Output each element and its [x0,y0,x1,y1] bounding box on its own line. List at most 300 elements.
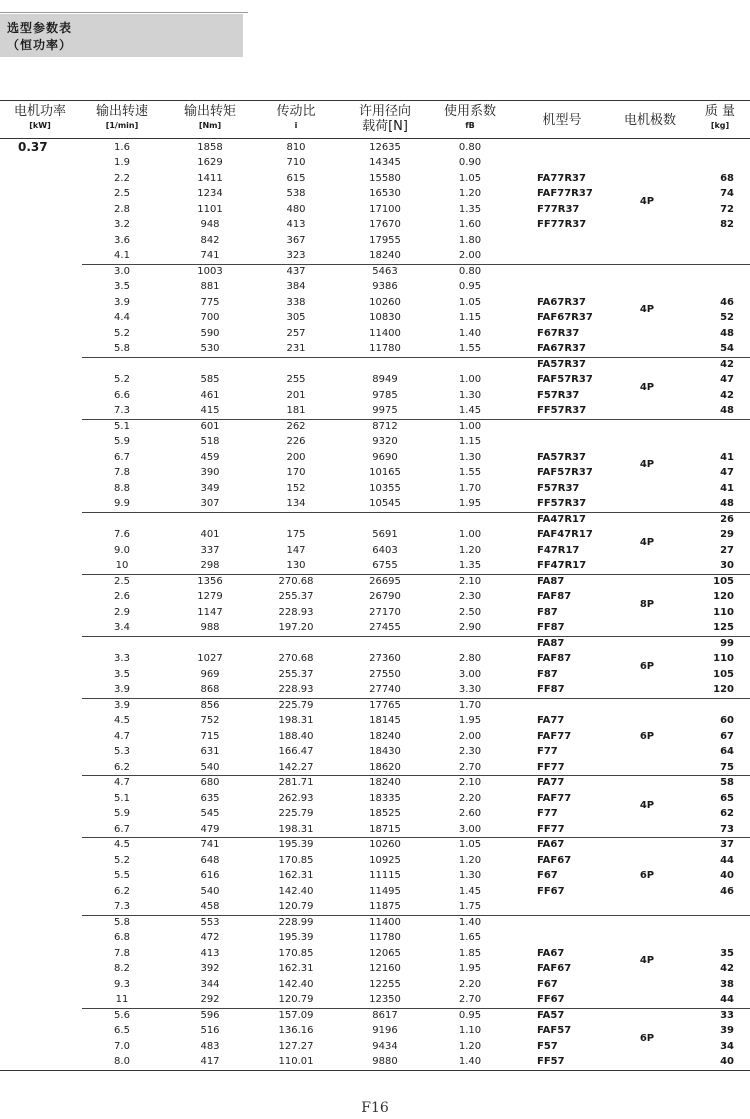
top-rule [0,12,248,13]
header-ratio: 传动比 i [276,104,316,130]
model-number: FAF57R37 [537,374,593,385]
service-factor-cell: 1.15 [458,436,482,447]
ratio-cell: 120.79 [278,994,314,1005]
speed-cell: 2.5 [114,575,130,587]
service-factor-cell: 1.20 [458,188,482,199]
ratio-cell: 162.31 [278,963,314,974]
model-number: FA67 [537,839,565,850]
service-factor-cell: 1.00 [458,420,482,432]
speed-cell: 3.9 [114,684,130,695]
model-number: FA77R37 [537,172,586,184]
service-factor-cell: 0.95 [458,281,482,292]
table-row [0,822,520,838]
service-factor-cell: 1.70 [458,482,482,494]
speed-cell: 5.2 [114,374,130,385]
model-number: FA57R37 [537,451,586,463]
model-number: FF67 [537,994,565,1005]
speed-cell: 9.0 [114,544,130,556]
table-row [0,853,520,869]
speed-cell: 7.0 [114,1040,130,1052]
service-factor-cell: 2.00 [458,250,482,261]
torque-cell: 415 [200,405,220,416]
mass-value: 67 [720,730,734,742]
table-row [0,977,520,993]
group-separator [82,698,750,699]
radial-load-cell: 14345 [369,157,401,168]
table-row [0,744,520,760]
motor-poles: 4P [639,195,655,207]
radial-load-cell: 12065 [369,947,401,959]
table-row [0,915,520,931]
service-factor-cell: 1.40 [458,916,482,928]
torque-cell: 1411 [197,172,223,184]
table-row [0,791,520,807]
mass-value: 82 [720,219,734,230]
mass-value: 47 [720,467,734,478]
service-factor-cell: 2.90 [458,622,482,633]
service-factor-cell: 1.20 [458,1040,482,1052]
radial-load-cell: 27455 [369,622,401,633]
table-row [0,558,520,574]
service-factor-cell: 1.30 [458,870,482,881]
torque-cell: 1027 [197,653,223,664]
page-number: F16 [361,1100,389,1116]
ratio-cell: 228.93 [278,606,314,618]
speed-cell: 11 [115,994,129,1005]
ratio-cell: 166.47 [278,746,314,757]
service-factor-cell: 1.05 [458,296,482,308]
table-row [0,326,520,342]
torque-cell: 590 [200,327,220,339]
radial-load-cell: 10545 [369,498,401,509]
table-row [0,357,520,373]
service-factor-cell: 1.00 [458,374,482,385]
model-number: F57R37 [537,482,580,494]
mass-value: 110 [713,606,734,618]
mass-value: 48 [720,327,734,339]
model-number: F57R37 [537,389,580,401]
torque-cell: 459 [200,451,220,463]
speed-cell: 6.7 [114,451,130,463]
model-number: F77 [537,808,558,819]
ratio-cell: 157.09 [278,1009,314,1021]
model-number: F87 [537,606,558,618]
mass-value: 40 [720,870,734,881]
motor-poles: 6P [639,1032,655,1044]
mass-value: 73 [720,823,734,835]
radial-load-cell: 9320 [372,436,398,447]
table-row [0,403,520,419]
motor-poles: 4P [639,955,655,967]
service-factor-cell: 1.10 [458,1025,482,1036]
group-separator [82,357,750,358]
service-factor-cell: 1.15 [458,312,482,323]
table-row [0,760,520,776]
radial-load-cell: 27170 [369,606,401,618]
torque-cell: 1003 [197,265,223,277]
mass-value: 29 [720,529,734,540]
header-top-rule [0,100,750,101]
radial-load-cell: 26695 [369,575,401,587]
group-separator [82,419,750,420]
speed-cell: 7.6 [114,529,130,540]
torque-cell: 483 [200,1040,220,1052]
speed-cell: 4.4 [114,312,130,323]
radial-load-cell: 12635 [369,141,401,153]
motor-poles: 6P [639,660,655,672]
table-row [0,264,520,280]
torque-cell: 680 [200,777,220,788]
mass-value: 42 [720,389,734,401]
radial-load-cell: 27360 [369,653,401,664]
speed-cell: 2.8 [114,203,130,215]
radial-load-cell: 9196 [372,1025,398,1036]
ratio-cell: 281.71 [278,777,314,788]
model-number: FAF77 [537,730,572,742]
mass-value: 52 [720,312,734,323]
torque-cell: 752 [200,715,220,726]
mass-value: 39 [720,1025,734,1036]
mass-value: 34 [720,1040,734,1052]
torque-cell: 392 [200,963,220,974]
table-row [0,884,520,900]
model-number: FA67R37 [537,343,586,354]
torque-cell: 337 [200,544,220,556]
speed-cell: 7.3 [114,405,130,416]
table-row [0,543,520,559]
table-row [0,713,520,729]
speed-cell: 3.9 [114,699,130,711]
speed-cell: 3.6 [114,234,130,246]
model-number: FA77 [537,777,565,788]
torque-cell: 540 [200,885,220,897]
service-factor-cell: 3.00 [458,823,482,835]
table-row [0,605,520,621]
mass-value: 60 [720,715,734,726]
mass-value: 105 [713,575,734,587]
model-number: FAF47R17 [537,529,593,540]
service-factor-cell: 1.95 [458,963,482,974]
table-row [0,620,520,636]
ratio-cell: 127.27 [278,1040,314,1052]
table-row [0,512,520,528]
ratio-cell: 136.16 [278,1025,314,1036]
torque-cell: 1234 [197,188,223,199]
radial-load-cell: 17955 [369,234,401,246]
speed-cell: 1.6 [114,141,130,153]
radial-load-cell: 18240 [369,777,401,788]
model-number: FAF67 [537,854,572,866]
ratio-cell: 257 [286,327,306,339]
radial-load-cell: 17765 [369,699,401,711]
section-title: 选型参数表 [7,21,73,35]
radial-load-cell: 11780 [369,932,401,943]
radial-load-cell: 5463 [372,265,398,277]
service-factor-cell: 2.70 [458,761,482,773]
speed-cell: 5.1 [114,792,130,804]
table-row [0,155,520,171]
radial-load-cell: 11780 [369,343,401,354]
torque-cell: 775 [200,296,220,308]
ratio-cell: 384 [286,281,306,292]
table-row [0,1008,520,1024]
ratio-cell: 538 [286,188,306,199]
speed-cell: 5.1 [114,420,130,432]
table-row [0,961,520,977]
service-factor-cell: 1.00 [458,529,482,540]
model-number: FA67 [537,947,565,959]
table-row [0,667,520,683]
radial-load-cell: 18715 [369,823,401,835]
header-radial-load: 许用径向 载荷[N] [358,104,411,134]
torque-cell: 479 [200,823,220,835]
speed-cell: 9.9 [114,498,130,509]
service-factor-cell: 2.20 [458,978,482,990]
group-separator [82,1008,750,1009]
model-number: FAF67 [537,963,572,974]
table-row [0,481,520,497]
mass-value: 64 [720,746,734,757]
section-subtitle: （恒功率） [7,38,73,52]
group-separator [82,574,750,575]
table-row [0,171,520,187]
speed-cell: 3.2 [114,219,130,230]
ratio-cell: 195.39 [278,839,314,850]
torque-cell: 616 [200,870,220,881]
service-factor-cell: 1.65 [458,932,482,943]
header-service-factor: 使用系数 fB [443,104,496,130]
table-row [0,930,520,946]
radial-load-cell: 18335 [369,792,401,804]
table-row [0,217,520,233]
torque-cell: 1629 [197,157,223,168]
speed-cell: 5.8 [114,916,130,928]
table-row [0,992,520,1008]
torque-cell: 868 [200,684,220,695]
radial-load-cell: 9690 [372,451,398,463]
service-factor-cell: 1.20 [458,854,482,866]
table-row [0,1023,520,1039]
speed-cell: 8.2 [114,963,130,974]
torque-cell: 635 [200,792,220,804]
radial-load-cell: 11400 [369,327,401,339]
torque-cell: 648 [200,854,220,866]
service-factor-cell: 1.60 [458,219,482,230]
mass-value: 27 [720,544,734,556]
ratio-cell: 615 [286,172,306,184]
model-number: FF77 [537,761,565,773]
table-row [0,279,520,295]
torque-cell: 516 [200,1025,220,1036]
ratio-cell: 170.85 [278,854,314,866]
model-number: FF77R37 [537,219,587,230]
torque-cell: 413 [200,947,220,959]
model-number: F77R37 [537,203,580,215]
speed-cell: 3.5 [114,281,130,292]
mass-value: 41 [720,482,734,494]
torque-cell: 969 [200,668,220,680]
service-factor-cell: 1.40 [458,327,482,339]
ratio-cell: 255 [286,374,306,385]
torque-cell: 540 [200,761,220,773]
ratio-cell: 480 [286,203,306,215]
table-row [0,636,520,652]
model-number: FF67 [537,885,565,897]
table-row [0,341,520,357]
torque-cell: 518 [200,436,220,447]
torque-cell: 417 [200,1056,220,1067]
model-number: FA87 [537,575,565,587]
ratio-cell: 162.31 [278,870,314,881]
service-factor-cell: 1.35 [458,203,482,215]
radial-load-cell: 11495 [369,885,401,897]
ratio-cell: 228.99 [278,916,314,928]
motor-poles: 4P [639,800,655,812]
table-row [0,868,520,884]
service-factor-cell: 1.30 [458,451,482,463]
radial-load-cell: 9880 [372,1056,398,1067]
radial-load-cell: 18240 [369,730,401,742]
radial-load-cell: 18430 [369,746,401,757]
model-number: FF77 [537,823,565,835]
header-model: 机型号 [542,113,582,128]
torque-cell: 842 [200,234,220,246]
table-row [0,248,520,264]
torque-cell: 601 [200,420,220,432]
torque-cell: 1858 [197,141,223,153]
radial-load-cell: 27550 [369,668,401,680]
motor-poles: 8P [639,598,655,610]
mass-value: 65 [720,792,734,804]
radial-load-cell: 8617 [372,1009,398,1021]
mass-value: 46 [720,885,734,897]
torque-cell: 401 [200,529,220,540]
table-row [0,434,520,450]
service-factor-cell: 2.30 [458,591,482,602]
motor-poles: 4P [639,536,655,548]
ratio-cell: 323 [286,250,306,261]
mass-value: 38 [720,978,734,990]
table-row [0,729,520,745]
radial-load-cell: 10165 [369,467,401,478]
speed-cell: 6.2 [114,761,130,773]
table-row [0,450,520,466]
model-number: FA67R37 [537,296,586,308]
service-factor-cell: 1.85 [458,947,482,959]
section-title-box [0,14,243,57]
mass-value: 42 [720,358,734,370]
radial-load-cell: 5691 [372,529,398,540]
model-number: FA77 [537,715,565,726]
radial-load-cell: 18240 [369,250,401,261]
ratio-cell: 262 [286,420,306,432]
mass-value: 44 [720,994,734,1005]
ratio-cell: 270.68 [278,653,314,664]
mass-value: 47 [720,374,734,385]
group-separator [82,837,750,838]
service-factor-cell: 2.20 [458,792,482,804]
service-factor-cell: 1.05 [458,172,482,184]
service-factor-cell: 1.70 [458,699,482,711]
torque-cell: 700 [200,312,220,323]
group-separator [82,512,750,513]
radial-load-cell: 26790 [369,591,401,602]
motor-power-value: 0.37 [18,140,48,154]
model-number: FAF87 [537,591,572,602]
ratio-cell: 270.68 [278,575,314,587]
torque-cell: 458 [200,901,220,912]
model-number: F77 [537,746,558,757]
model-number: FF57R37 [537,498,587,509]
service-factor-cell: 3.30 [458,684,482,695]
mass-value: 48 [720,405,734,416]
torque-cell: 530 [200,343,220,354]
table-row [0,527,520,543]
speed-cell: 3.3 [114,653,130,664]
ratio-cell: 200 [286,451,306,463]
speed-cell: 6.7 [114,823,130,835]
header-mass: 质 量 [kg] [704,104,736,130]
mass-value: 110 [713,653,734,664]
model-number: F67 [537,870,558,881]
table-row [0,496,520,512]
radial-load-cell: 9975 [372,405,398,416]
ratio-cell: 134 [286,498,306,509]
motor-poles: 4P [639,459,655,471]
ratio-cell: 142.27 [278,761,314,773]
ratio-cell: 338 [286,296,306,308]
service-factor-cell: 1.95 [458,715,482,726]
radial-load-cell: 10260 [369,296,401,308]
table-row [0,775,520,791]
torque-cell: 988 [200,622,220,633]
radial-load-cell: 12255 [369,978,401,990]
speed-cell: 4.5 [114,839,130,850]
torque-cell: 461 [200,389,220,401]
speed-cell: 7.8 [114,467,130,478]
torque-cell: 349 [200,482,220,494]
group-separator [82,775,750,776]
model-number: FAF57 [537,1025,572,1036]
table-row [0,698,520,714]
service-factor-cell: 1.80 [458,234,482,246]
table-row [0,574,520,590]
service-factor-cell: 2.10 [458,777,482,788]
service-factor-cell: 2.60 [458,808,482,819]
table-row [0,310,520,326]
header-speed: 输出转速 [1/min] [95,104,148,130]
radial-load-cell: 9434 [372,1040,398,1052]
service-factor-cell: 2.70 [458,994,482,1005]
table-row [0,419,520,435]
mass-value: 68 [720,172,734,184]
radial-load-cell: 17100 [369,203,401,215]
ratio-cell: 255.37 [278,591,314,602]
speed-cell: 6.8 [114,932,130,943]
ratio-cell: 228.93 [278,684,314,695]
model-number: FAF67R37 [537,312,593,323]
torque-cell: 298 [200,560,220,571]
speed-cell: 6.6 [114,389,130,401]
mass-value: 120 [713,684,734,695]
mass-value: 37 [720,839,734,850]
radial-load-cell: 10925 [369,854,401,866]
speed-cell: 5.5 [114,870,130,881]
ratio-cell: 188.40 [278,730,314,742]
mass-value: 54 [720,343,734,354]
service-factor-cell: 2.30 [458,746,482,757]
ratio-cell: 147 [286,544,306,556]
